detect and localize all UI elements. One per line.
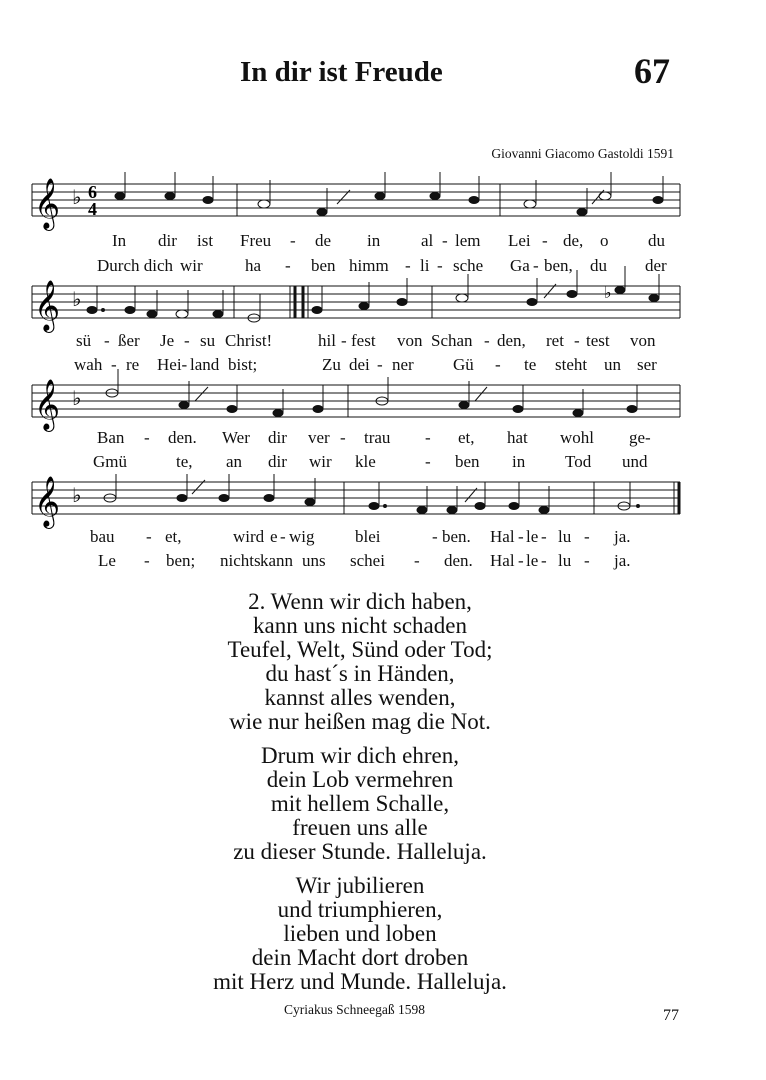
lyric-syllable: Hal: [490, 527, 515, 546]
flat-icon: ♭: [72, 287, 82, 311]
stanza-line: und triumphieren,: [277, 897, 443, 922]
music-staff-system-1: [32, 178, 680, 229]
lyrics-row-1-verse-2: [0, 256, 766, 276]
lyric-syllable: te,: [176, 452, 193, 471]
lyric-syllable: -: [518, 551, 524, 570]
lyric-syllable: -: [518, 527, 524, 546]
lyric-syllable: an: [226, 452, 243, 471]
stanza-line: dein Macht dort droben: [251, 945, 469, 970]
lyric-syllable: den.: [168, 428, 197, 447]
lyric-syllable: und: [622, 452, 648, 471]
lyrics-row-2-verse-1: [0, 331, 766, 351]
lyric-syllable: ben;: [166, 551, 196, 570]
lyric-syllable: der: [645, 256, 667, 275]
lyric-syllable: ner: [392, 355, 414, 374]
stanza-line: zu dieser Stunde. Halleluja.: [233, 839, 487, 864]
stanzas: [0, 590, 720, 1004]
lyrics-row-4-verse-2: [0, 551, 766, 571]
stanza-line: mit hellem Schalle,: [270, 791, 450, 816]
lyric-syllable: ja.: [614, 527, 631, 546]
lyric-syllable: re: [126, 355, 140, 374]
lyric-syllable: du: [590, 256, 607, 275]
lyric-syllable: Ban: [97, 428, 125, 447]
lyric-syllable: dir: [268, 428, 287, 447]
lyric-syllable: trau: [364, 428, 391, 447]
lyric-syllable: Gü: [453, 355, 474, 374]
lyric-syllable: -: [414, 551, 420, 570]
lyric-syllable: de: [315, 231, 332, 250]
lyric-syllable: Je: [160, 331, 175, 350]
lyric-syllable: -: [340, 428, 346, 447]
lyric-syllable: su: [200, 331, 216, 350]
lyric-syllable: -: [184, 331, 190, 350]
lyric-syllable: o: [600, 231, 609, 250]
lyrics-row-3-verse-2: [0, 452, 766, 472]
stanza-line: du hast´s in Händen,: [265, 661, 455, 686]
lyric-syllable: Tod: [565, 452, 592, 471]
lyrics-row-2-verse-2: [0, 355, 766, 375]
lyric-syllable: al: [421, 231, 434, 250]
treble-clef-icon: 𝄞: [34, 280, 61, 331]
lyric-syllable: ser: [637, 355, 657, 374]
lyric-syllable: ist: [197, 231, 214, 250]
lyric-syllable: -: [104, 331, 110, 350]
stanza-3: [0, 744, 720, 864]
lyric-syllable: lem: [455, 231, 481, 250]
lyric-syllable: -: [111, 355, 117, 374]
lyric-syllable: -: [437, 256, 443, 275]
stanza-4: [0, 874, 720, 994]
stanza-line: lieben und loben: [283, 921, 437, 946]
lyric-syllable: et,: [165, 527, 182, 546]
lyric-syllable: wir: [309, 452, 332, 471]
treble-clef-icon: 𝄞: [34, 379, 61, 430]
lyric-syllable: Zu: [322, 355, 341, 374]
lyric-syllable: Lei: [508, 231, 531, 250]
lyric-syllable: von: [630, 331, 656, 350]
lyric-syllable: -: [574, 331, 580, 350]
stanza-line: dein Lob vermehren: [266, 767, 454, 792]
lyric-syllable: wird: [233, 527, 265, 546]
lyric-syllable: wah: [74, 355, 103, 374]
stanza-line: Teufel, Welt, Sünd oder Tod;: [227, 637, 493, 662]
stanza-line: mit Herz und Munde. Halleluja.: [213, 969, 507, 994]
lyric-syllable: -: [432, 527, 438, 546]
music-staff-system-4: [32, 476, 680, 527]
svg-text:♭: ♭: [604, 283, 612, 302]
lyric-syllable: land: [190, 355, 220, 374]
lyric-syllable: -: [584, 551, 590, 570]
stanza-line: wie nur heißen mag die Not.: [229, 709, 491, 734]
lyric-syllable: In: [112, 231, 127, 250]
lyric-syllable: steht: [555, 355, 588, 374]
lyric-syllable: dir: [268, 452, 287, 471]
flat-icon: ♭: [72, 185, 82, 209]
lyric-syllable: uns: [302, 551, 326, 570]
lyric-syllable: du: [648, 231, 665, 250]
lyric-syllable: ret: [546, 331, 564, 350]
lyric-syllable: schei: [350, 551, 385, 570]
lyric-syllable: un: [604, 355, 621, 374]
lyric-syllable: ben: [311, 256, 336, 275]
lyric-syllable: -: [541, 527, 547, 546]
lyric-syllable: nichts: [220, 551, 261, 570]
lyric-syllable: in: [367, 231, 381, 250]
stanza-line: kannst alles wenden,: [264, 685, 456, 710]
lyric-syllable: le: [526, 527, 539, 546]
lyric-syllable: le: [526, 551, 539, 570]
lyric-syllable: kann: [260, 551, 294, 570]
lyricist-credit: Cyriakus Schneegaß 1598: [284, 1002, 425, 1017]
lyric-syllable: Freu: [240, 231, 272, 250]
lyric-syllable: ver: [308, 428, 330, 447]
time-signature-bottom: 4: [88, 199, 97, 219]
lyric-syllable: lu: [558, 527, 572, 546]
lyric-syllable: de,: [563, 231, 584, 250]
lyric-syllable: Ga: [510, 256, 530, 275]
lyrics-row-1-verse-1: [0, 231, 766, 251]
lyric-syllable: -: [280, 527, 286, 546]
lyric-syllable: -: [533, 256, 539, 275]
lyric-syllable: Christ!: [225, 331, 273, 350]
lyric-syllable: lu: [558, 551, 572, 570]
music-staff-system-3: [32, 379, 680, 430]
lyric-syllable: ha: [245, 256, 262, 275]
lyric-syllable: ge-: [629, 428, 651, 447]
stanza-line: freuen uns alle: [292, 815, 428, 840]
lyric-syllable: ja.: [614, 551, 631, 570]
lyric-syllable: -: [146, 527, 152, 546]
lyric-syllable: wohl: [560, 428, 594, 447]
lyric-syllable: bau: [90, 527, 115, 546]
lyric-syllable: wig: [289, 527, 315, 546]
lyric-syllable: -: [425, 428, 431, 447]
lyric-syllable: et,: [458, 428, 475, 447]
hymn-title: In dir ist Freude: [240, 56, 443, 88]
stanza-2: [0, 590, 720, 734]
lyric-syllable: test: [586, 331, 610, 350]
lyric-syllable: wir: [180, 256, 203, 275]
page-number: 77: [663, 1007, 679, 1024]
lyric-syllable: den,: [497, 331, 526, 350]
lyric-syllable: Wer: [222, 428, 250, 447]
lyric-syllable: den.: [444, 551, 473, 570]
lyric-syllable: hat: [507, 428, 528, 447]
time-signature-top: 6: [88, 182, 97, 202]
lyric-syllable: -: [144, 428, 150, 447]
lyric-syllable: ben: [455, 452, 480, 471]
lyric-syllable: in: [512, 452, 526, 471]
lyric-syllable: ben,: [544, 256, 573, 275]
lyric-syllable: sche: [453, 256, 484, 275]
lyric-syllable: von: [397, 331, 423, 350]
lyric-syllable: ben.: [442, 527, 471, 546]
lyric-syllable: Durch dich: [97, 256, 174, 275]
treble-clef-icon: 𝄞: [34, 476, 61, 527]
lyric-syllable: -: [290, 231, 296, 250]
lyric-syllable: himm: [349, 256, 389, 275]
lyric-syllable: -: [285, 256, 291, 275]
lyric-syllable: -: [405, 256, 411, 275]
lyric-syllable: dir: [158, 231, 177, 250]
treble-clef-icon: 𝄞: [34, 178, 61, 229]
stanza-line: Drum wir dich ehren,: [261, 743, 459, 768]
lyric-syllable: Schan: [431, 331, 473, 350]
lyric-syllable: sü: [76, 331, 92, 350]
composer-credit: Giovanni Giacomo Gastoldi 1591: [491, 146, 674, 161]
flat-icon: ♭: [72, 386, 82, 410]
lyric-syllable: Gmü: [93, 452, 127, 471]
lyric-syllable: fest: [351, 331, 376, 350]
lyric-syllable: -: [541, 551, 547, 570]
lyric-syllable: -: [542, 231, 548, 250]
lyric-syllable: -: [341, 331, 347, 350]
stanza-line: 2. Wenn wir dich haben,: [248, 589, 472, 614]
lyrics-row-3-verse-1: [0, 428, 766, 448]
lyric-syllable: -: [377, 355, 383, 374]
lyric-syllable: Hei-: [157, 355, 188, 374]
music-staff-system-2: [32, 280, 680, 331]
lyric-syllable: dei: [349, 355, 370, 374]
flat-icon: ♭: [72, 483, 82, 507]
lyric-syllable: hil: [318, 331, 336, 350]
lyric-syllable: blei: [355, 527, 381, 546]
lyric-syllable: li: [420, 256, 430, 275]
lyric-syllable: e: [270, 527, 278, 546]
lyric-syllable: te: [524, 355, 537, 374]
stanza-line: Wir jubilieren: [295, 873, 425, 898]
lyric-syllable: Le: [98, 551, 116, 570]
lyric-syllable: -: [425, 452, 431, 471]
lyric-syllable: bist;: [228, 355, 258, 374]
lyric-syllable: -: [442, 231, 448, 250]
lyric-syllable: -: [484, 331, 490, 350]
lyric-syllable: kle: [355, 452, 376, 471]
lyric-syllable: -: [144, 551, 150, 570]
hymn-number: 67: [634, 51, 670, 91]
lyric-syllable: Hal: [490, 551, 515, 570]
lyric-syllable: ßer: [118, 331, 140, 350]
stanza-line: kann uns nicht schaden: [253, 613, 467, 638]
lyric-syllable: -: [584, 527, 590, 546]
lyrics-row-4-verse-1: [0, 527, 766, 547]
lyric-syllable: -: [495, 355, 501, 374]
